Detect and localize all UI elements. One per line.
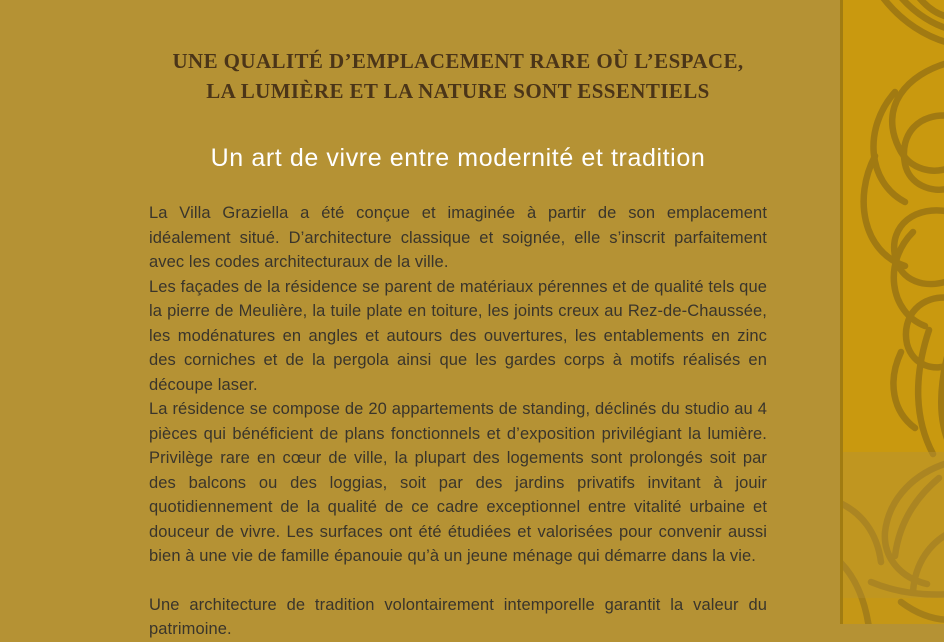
page-title-line-1: UNE QUALITÉ D’EMPLACEMENT RARE OÙ L’ESPACE, — [172, 49, 744, 73]
paragraph-facades: Les façades de la résidence se parent de matériaux pérennes et de qualité tels que la pierre de Meulière, la tuile plate en toiture, les joints creux au Rez-de-Chaussée, les modénatures en angles et autours des ouvertures, les entablements en zinc des corniches et de la pergola ainsi que les gardes corps à motifs réalisés en découpe laser. — [149, 277, 767, 394]
floral-pattern-icon — [843, 0, 944, 624]
decorative-band — [840, 0, 944, 624]
paragraph-appartements: La résidence se compose de 20 appartements de standing, déclinés du studio au 4 pièces qui bénéficient de plans fonctionnels et d’exposition privilégiant la lumière. Privilège rare en cœur de ville, la plupart des logements sont prolongés soit par des balcons ou des loggias, soit par des jardins privatifs invitant à jouir quotidiennement de la qualité de ce cadre exceptionnel entre vitalité urbaine et douceur de vivre. Les surfaces ont été étudiées et valorisées pour convenir aussi bien à une vie de famille épanouie qu’à un jeune ménage qui démarre dans la vie. — [149, 400, 767, 565]
main-content — [149, 0, 767, 642]
page-subtitle: Un art de vivre entre modernité et tradition — [210, 144, 706, 172]
page-title — [149, 46, 767, 106]
page-title-line-2: LA LUMIÈRE ET LA NATURE SONT ESSENTIELS — [206, 79, 710, 103]
paragraph-emplacement: La Villa Graziella a été conçue et imaginée à partir de son emplacement idéalement situé. D’architecture classique et soignée, elle s’inscrit parfaitement avec les codes architecturaux de la ville. — [149, 204, 767, 271]
paragraph-patrimoine: Une architecture de tradition volontairement intemporelle garantit la valeur du patrimoine. — [149, 595, 767, 638]
body-copy — [149, 201, 767, 642]
